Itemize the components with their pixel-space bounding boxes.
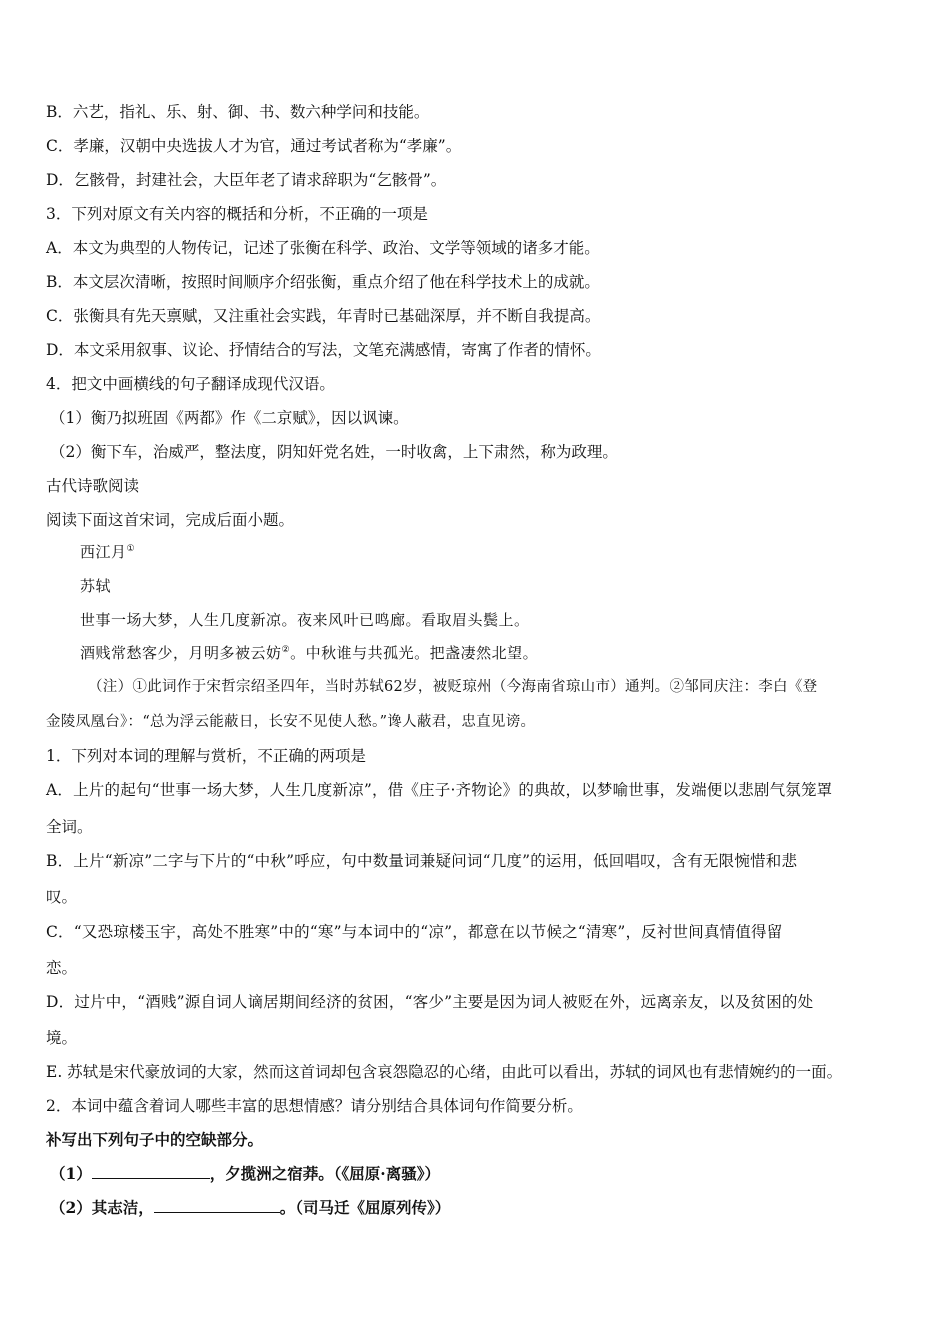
- option-b-liuyi: B．六艺，指礼、乐、射、御、书、数六种学问和技能。: [46, 103, 430, 121]
- fill-in-item-1: [50, 1163, 440, 1185]
- fill-in-item-2: [50, 1197, 450, 1219]
- poem-question-1-option-d-line-1: D．过片中，“酒贱”源自词人谪居期间经济的贫困，“客少”主要是因为词人被贬在外，远离亲友，以及贫困的处: [46, 993, 814, 1011]
- question-4-item-2: （2）衡下车，治威严，整法度，阴知奸党名姓，一时收禽，上下肃然，称为政理。: [50, 443, 618, 461]
- question-3-option-a: A．本文为典型的人物传记，记述了张衡在科学、政治、文学等领域的诸多才能。: [46, 239, 600, 257]
- poem-note-line-1: （注）①此词作于宋哲宗绍圣四年，当时苏轼62岁，被贬琼州（今海南省琼山市）通判。②邹同庆注：李白《登: [88, 679, 818, 695]
- option-c-xiaolian: C．孝廉，汉朝中央选拔人才为官，通过考试者称为“孝廉”。: [46, 137, 462, 155]
- poem-title-text: 西江月: [80, 543, 127, 561]
- fill-in-item-1-number: （1）: [50, 1164, 92, 1183]
- fill-in-blank-1[interactable]: [92, 1164, 210, 1179]
- poem-line-2-part-b: 。中秋谁与共孤光。把盏凄然北望。: [290, 644, 539, 662]
- poem-line-1: 世事一场大梦，人生几度新凉。夜来风叶已鸣廊。看取眉头鬓上。: [80, 611, 530, 629]
- poem-question-1-option-d-line-2: 境。: [46, 1029, 78, 1047]
- poem-question-1-option-e: E. 苏轼是宋代豪放词的大家，然而这首词却包含哀怨隐忍的心绪，由此可以看出，苏轼的词风也有悲情婉约的一面。: [46, 1063, 843, 1081]
- poem-question-1-option-b-line-1: B．上片“新凉”二字与下片的“中秋”呼应，句中数量词兼疑问词“几度”的运用，低回唱叹，含有无限惋惜和悲: [46, 852, 798, 870]
- poem-question-1-option-a-line-1: A．上片的起句“世事一场大梦，人生几度新凉”，借《庄子·齐物论》的典故，以梦喻世事，发端便以悲剧气氛笼罩: [46, 781, 833, 799]
- fill-in-item-2-text-a: （2）其志洁，: [50, 1198, 154, 1217]
- question-3: 3．下列对原文有关内容的概括和分析，不正确的一项是: [46, 205, 428, 223]
- footnote-marker-1: ①: [126, 544, 136, 554]
- footnote-marker-2: ②: [281, 645, 291, 655]
- poem-question-1: 1．下列对本词的理解与赏析，不正确的两项是: [46, 747, 366, 765]
- poem-question-1-option-b-line-2: 叹。: [46, 888, 78, 906]
- poem-title: [80, 541, 135, 563]
- fill-in-item-1-text: ，夕揽洲之宿莽。（《屈原·离骚》）: [209, 1164, 440, 1183]
- poem-note-line-2: 金陵凤凰台》：“总为浮云能蔽日，长安不见使人愁。”谗人蔽君，忠直见谤。: [46, 714, 536, 730]
- fill-in-heading: 补写出下列句子中的空缺部分。: [46, 1130, 264, 1149]
- poem-question-1-option-c-line-1: C．“又恐琼楼玉宇，高处不胜寒”中的“寒”与本词中的“凉”，都意在以节候之“清寒”，反衬世间真情值得留: [46, 923, 783, 941]
- option-d-qihaigu: D．乞骸骨，封建社会，大臣年老了请求辞职为“乞骸骨”。: [46, 171, 447, 189]
- fill-in-blank-2[interactable]: [154, 1198, 280, 1213]
- question-4-item-1: （1）衡乃拟班固《两都》作《二京赋》，因以讽谏。: [50, 409, 409, 427]
- question-3-option-d: D．本文采用叙事、议论、抒情结合的写法，文笔充满感情，寄寓了作者的情怀。: [46, 341, 601, 359]
- poem-question-1-option-a-line-2: 全词。: [46, 818, 93, 836]
- poem-line-2: [80, 642, 538, 664]
- poem-question-2: 2．本词中蕴含着词人哪些丰富的思想情感？请分别结合具体词句作简要分析。: [46, 1097, 583, 1115]
- question-3-option-c: C．张衡具有先天禀赋，又注重社会实践，年青时已基础深厚，并不断自我提高。: [46, 307, 601, 325]
- poetry-instruction: 阅读下面这首宋词，完成后面小题。: [46, 511, 295, 529]
- poem-question-1-option-c-line-2: 恋。: [46, 959, 78, 977]
- question-4: 4．把文中画横线的句子翻译成现代汉语。: [46, 375, 335, 393]
- section-heading-poetry: 古代诗歌阅读: [46, 477, 140, 495]
- poem-line-2-part-a: 酒贱常愁客少，月明多被云妨: [80, 644, 282, 662]
- fill-in-item-2-text-b: 。（司马迁《屈原列传》）: [279, 1198, 451, 1217]
- question-3-option-b: B．本文层次清晰，按照时间顺序介绍张衡，重点介绍了他在科学技术上的成就。: [46, 273, 600, 291]
- poem-author: 苏轼: [80, 577, 112, 595]
